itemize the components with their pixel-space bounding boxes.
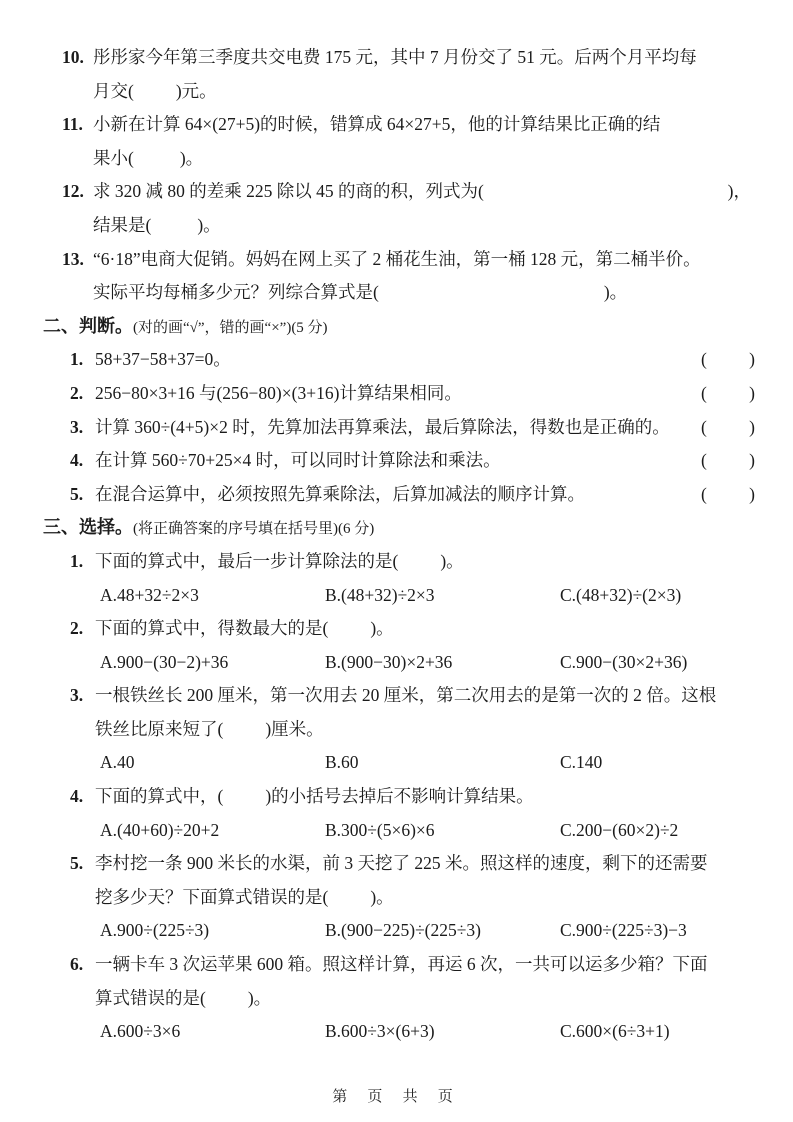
choice-section-items xyxy=(0,545,793,1049)
bracket-open: ( xyxy=(701,349,707,370)
page-footer: 第 页 共 页 xyxy=(332,1088,461,1105)
choice-section-title: 三、选择。 xyxy=(43,517,133,538)
judge-statement: 计算 360÷(4+5)×2 时，先算加法再算乘法，最后算除法，得数也是正确的。 xyxy=(95,416,670,437)
text-run: )元。 xyxy=(175,80,217,101)
text-run: “6·18”电商大促销。妈妈在网上买了 2 桶花生油，第一桶 128 元，第二桶半价。 xyxy=(93,248,701,269)
text-run: 李村挖一条 900 米长的水渠，前 3 天挖了 225 米。照这样的速度，剩下的还需要 xyxy=(95,853,708,874)
choice-option: C.900÷(225÷3)−3 xyxy=(560,920,687,941)
text-run: )的小括号去掉后不影响计算结果。 xyxy=(265,786,534,807)
text-run: 下面的算式中，( xyxy=(95,786,224,807)
choice-section-note: (将正确答案的序号填在括号里)(6 分) xyxy=(133,521,375,538)
question-number: 5. xyxy=(70,853,84,874)
question-number: 1. xyxy=(70,550,84,571)
text-run: )。 xyxy=(603,282,628,303)
text-run: 算式错误的是( xyxy=(95,987,206,1008)
text-run: 下面的算式中，得数最大的是( xyxy=(95,618,329,639)
choice-option: B.(900−30)×2+36 xyxy=(325,651,453,672)
choice-question-line xyxy=(0,713,793,747)
bracket-close: ) xyxy=(749,382,755,403)
bracket-close: ) xyxy=(749,349,755,370)
choice-question-line xyxy=(0,881,793,915)
judge-item xyxy=(0,444,793,478)
text-run: 结果是( xyxy=(93,214,152,235)
text-run: 小新在计算 64×(27+5)的时候，错算成 64×27+5，他的计算结果比正确的结 xyxy=(93,114,661,135)
answer-bracket xyxy=(701,377,755,411)
answer-bracket xyxy=(701,411,755,445)
judge-section-title: 二、判断。 xyxy=(43,315,133,336)
answer-blank xyxy=(398,545,440,579)
text-run: )厘米。 xyxy=(265,718,324,739)
fill-question-line xyxy=(0,243,793,277)
bracket-close: ) xyxy=(749,450,755,471)
answer-bracket xyxy=(701,478,755,512)
fill-question-line xyxy=(0,276,793,310)
answer-blank xyxy=(484,175,728,209)
answer-bracket xyxy=(701,343,755,377)
fill-question-line xyxy=(0,108,793,142)
choice-option: C.600×(6÷3+1) xyxy=(560,1021,670,1042)
fill-in-section xyxy=(0,41,793,310)
question-number: 3. xyxy=(70,685,84,706)
fill-question-line xyxy=(0,175,793,209)
text-run: )。 xyxy=(179,147,204,168)
choice-option: A.(40+60)÷20+2 xyxy=(100,819,220,840)
choice-question-line xyxy=(0,847,793,881)
text-run: )。 xyxy=(247,987,272,1008)
text-run: 实际平均每桶多少元？列综合算式是( xyxy=(93,282,379,303)
choice-question-line xyxy=(0,545,793,579)
fill-question-line xyxy=(0,75,793,109)
choice-option: B.600÷3×(6+3) xyxy=(325,1021,435,1042)
question-number: 2. xyxy=(70,618,84,639)
choice-option: B.60 xyxy=(325,752,359,773)
choice-option: B.(900−225)÷(225÷3) xyxy=(325,920,481,941)
text-run: 求 320 减 80 的差乘 225 除以 45 的商的积，列式为( xyxy=(93,181,484,202)
text-run: )。 xyxy=(370,886,394,907)
choice-section-header xyxy=(0,511,793,545)
choice-option: A.900−(30−2)+36 xyxy=(100,651,229,672)
judge-item xyxy=(0,478,793,512)
choice-question-line xyxy=(0,679,793,713)
choice-option: A.900÷(225÷3) xyxy=(100,920,210,941)
choice-option: A.40 xyxy=(100,752,135,773)
choice-question-line xyxy=(0,780,793,814)
bracket-open: ( xyxy=(701,483,707,504)
choice-options xyxy=(0,1015,793,1049)
fill-question-line xyxy=(0,142,793,176)
judge-section-note: (对的画“√”，错的画“×”)(5 分) xyxy=(133,319,328,336)
bracket-open: ( xyxy=(701,382,707,403)
question-number: 4. xyxy=(70,450,84,471)
answer-bracket xyxy=(701,444,755,478)
answer-blank xyxy=(206,982,248,1016)
text-run: )。 xyxy=(370,618,394,639)
bracket-open: ( xyxy=(701,416,707,437)
fill-question-line xyxy=(0,41,793,75)
choice-options xyxy=(0,579,793,613)
judge-item xyxy=(0,411,793,445)
question-number: 11. xyxy=(62,114,83,135)
bracket-close: ) xyxy=(749,416,755,437)
choice-options xyxy=(0,746,793,780)
question-number: 3. xyxy=(70,416,84,437)
judge-statement: 在混合运算中，必须按照先算乘除法，后算加减法的顺序计算。 xyxy=(95,483,585,504)
answer-blank xyxy=(223,713,265,747)
fill-question-line xyxy=(0,209,793,243)
choice-option: A.48+32÷2×3 xyxy=(100,584,199,605)
text-run: )。 xyxy=(197,214,221,235)
bracket-open: ( xyxy=(701,450,707,471)
choice-option: A.600÷3×6 xyxy=(100,1021,181,1042)
text-run: 彤彤家今年第三季度共交电费 175 元，其中 7 月份交了 51 元。后两个月平均每 xyxy=(93,47,697,67)
choice-question-line xyxy=(0,948,793,982)
choice-option: C.200−(60×2)÷2 xyxy=(560,819,679,840)
judge-statement: 在计算 560÷70+25×4 时，可以同时计算除法和乘法。 xyxy=(95,450,501,471)
text-run: 下面的算式中，最后一步计算除法的是( xyxy=(95,550,399,571)
choice-option: C.900−(30×2+36) xyxy=(560,651,688,672)
text-run: 铁丝比原来短了( xyxy=(95,718,224,739)
question-number: 2. xyxy=(70,382,84,403)
judge-item xyxy=(0,343,793,377)
choice-question-line xyxy=(0,982,793,1016)
question-number: 10. xyxy=(62,47,84,67)
answer-blank xyxy=(134,75,176,109)
text-run: )。 xyxy=(440,550,464,571)
judge-section-items xyxy=(0,343,793,511)
text-run: 一根铁丝长 200 厘米，第一次用去 20 厘米，第二次用去的是第一次的 2 倍。这根 xyxy=(95,685,717,706)
judge-item xyxy=(0,377,793,411)
answer-blank xyxy=(328,881,370,915)
text-run: )， xyxy=(727,181,751,202)
question-number: 13. xyxy=(62,248,84,269)
question-number: 4. xyxy=(70,786,84,807)
judge-section-header xyxy=(0,310,793,344)
text-run: 挖多少天？下面算式错误的是( xyxy=(95,886,329,907)
bracket-close: ) xyxy=(749,483,755,504)
choice-option: B.(48+32)÷2×3 xyxy=(325,584,435,605)
text-run: 月交( xyxy=(93,80,134,101)
question-number: 5. xyxy=(70,483,84,504)
answer-blank xyxy=(151,209,197,243)
choice-option: B.300÷(5×6)×6 xyxy=(325,819,435,840)
choice-option: C.(48+32)÷(2×3) xyxy=(560,584,682,605)
text-run: 果小( xyxy=(93,147,134,168)
judge-statement: 256−80×3+16 与(256−80)×(3+16)计算结果相同。 xyxy=(95,382,462,403)
answer-blank xyxy=(223,780,265,814)
answer-blank xyxy=(328,612,370,646)
judge-statement: 58+37−58+37=0。 xyxy=(95,349,231,370)
choice-options xyxy=(0,814,793,848)
question-number: 12. xyxy=(62,181,84,202)
answer-blank xyxy=(379,276,604,310)
choice-options xyxy=(0,914,793,948)
choice-question-line xyxy=(0,612,793,646)
text-run: 一辆卡车 3 次运苹果 600 箱。照这样计算，再运 6 次，一共可以运多少箱？下面 xyxy=(95,954,708,975)
choice-option: C.140 xyxy=(560,752,603,773)
answer-blank xyxy=(134,142,180,176)
question-number: 1. xyxy=(70,349,84,370)
choice-options xyxy=(0,646,793,680)
question-number: 6. xyxy=(70,954,84,975)
